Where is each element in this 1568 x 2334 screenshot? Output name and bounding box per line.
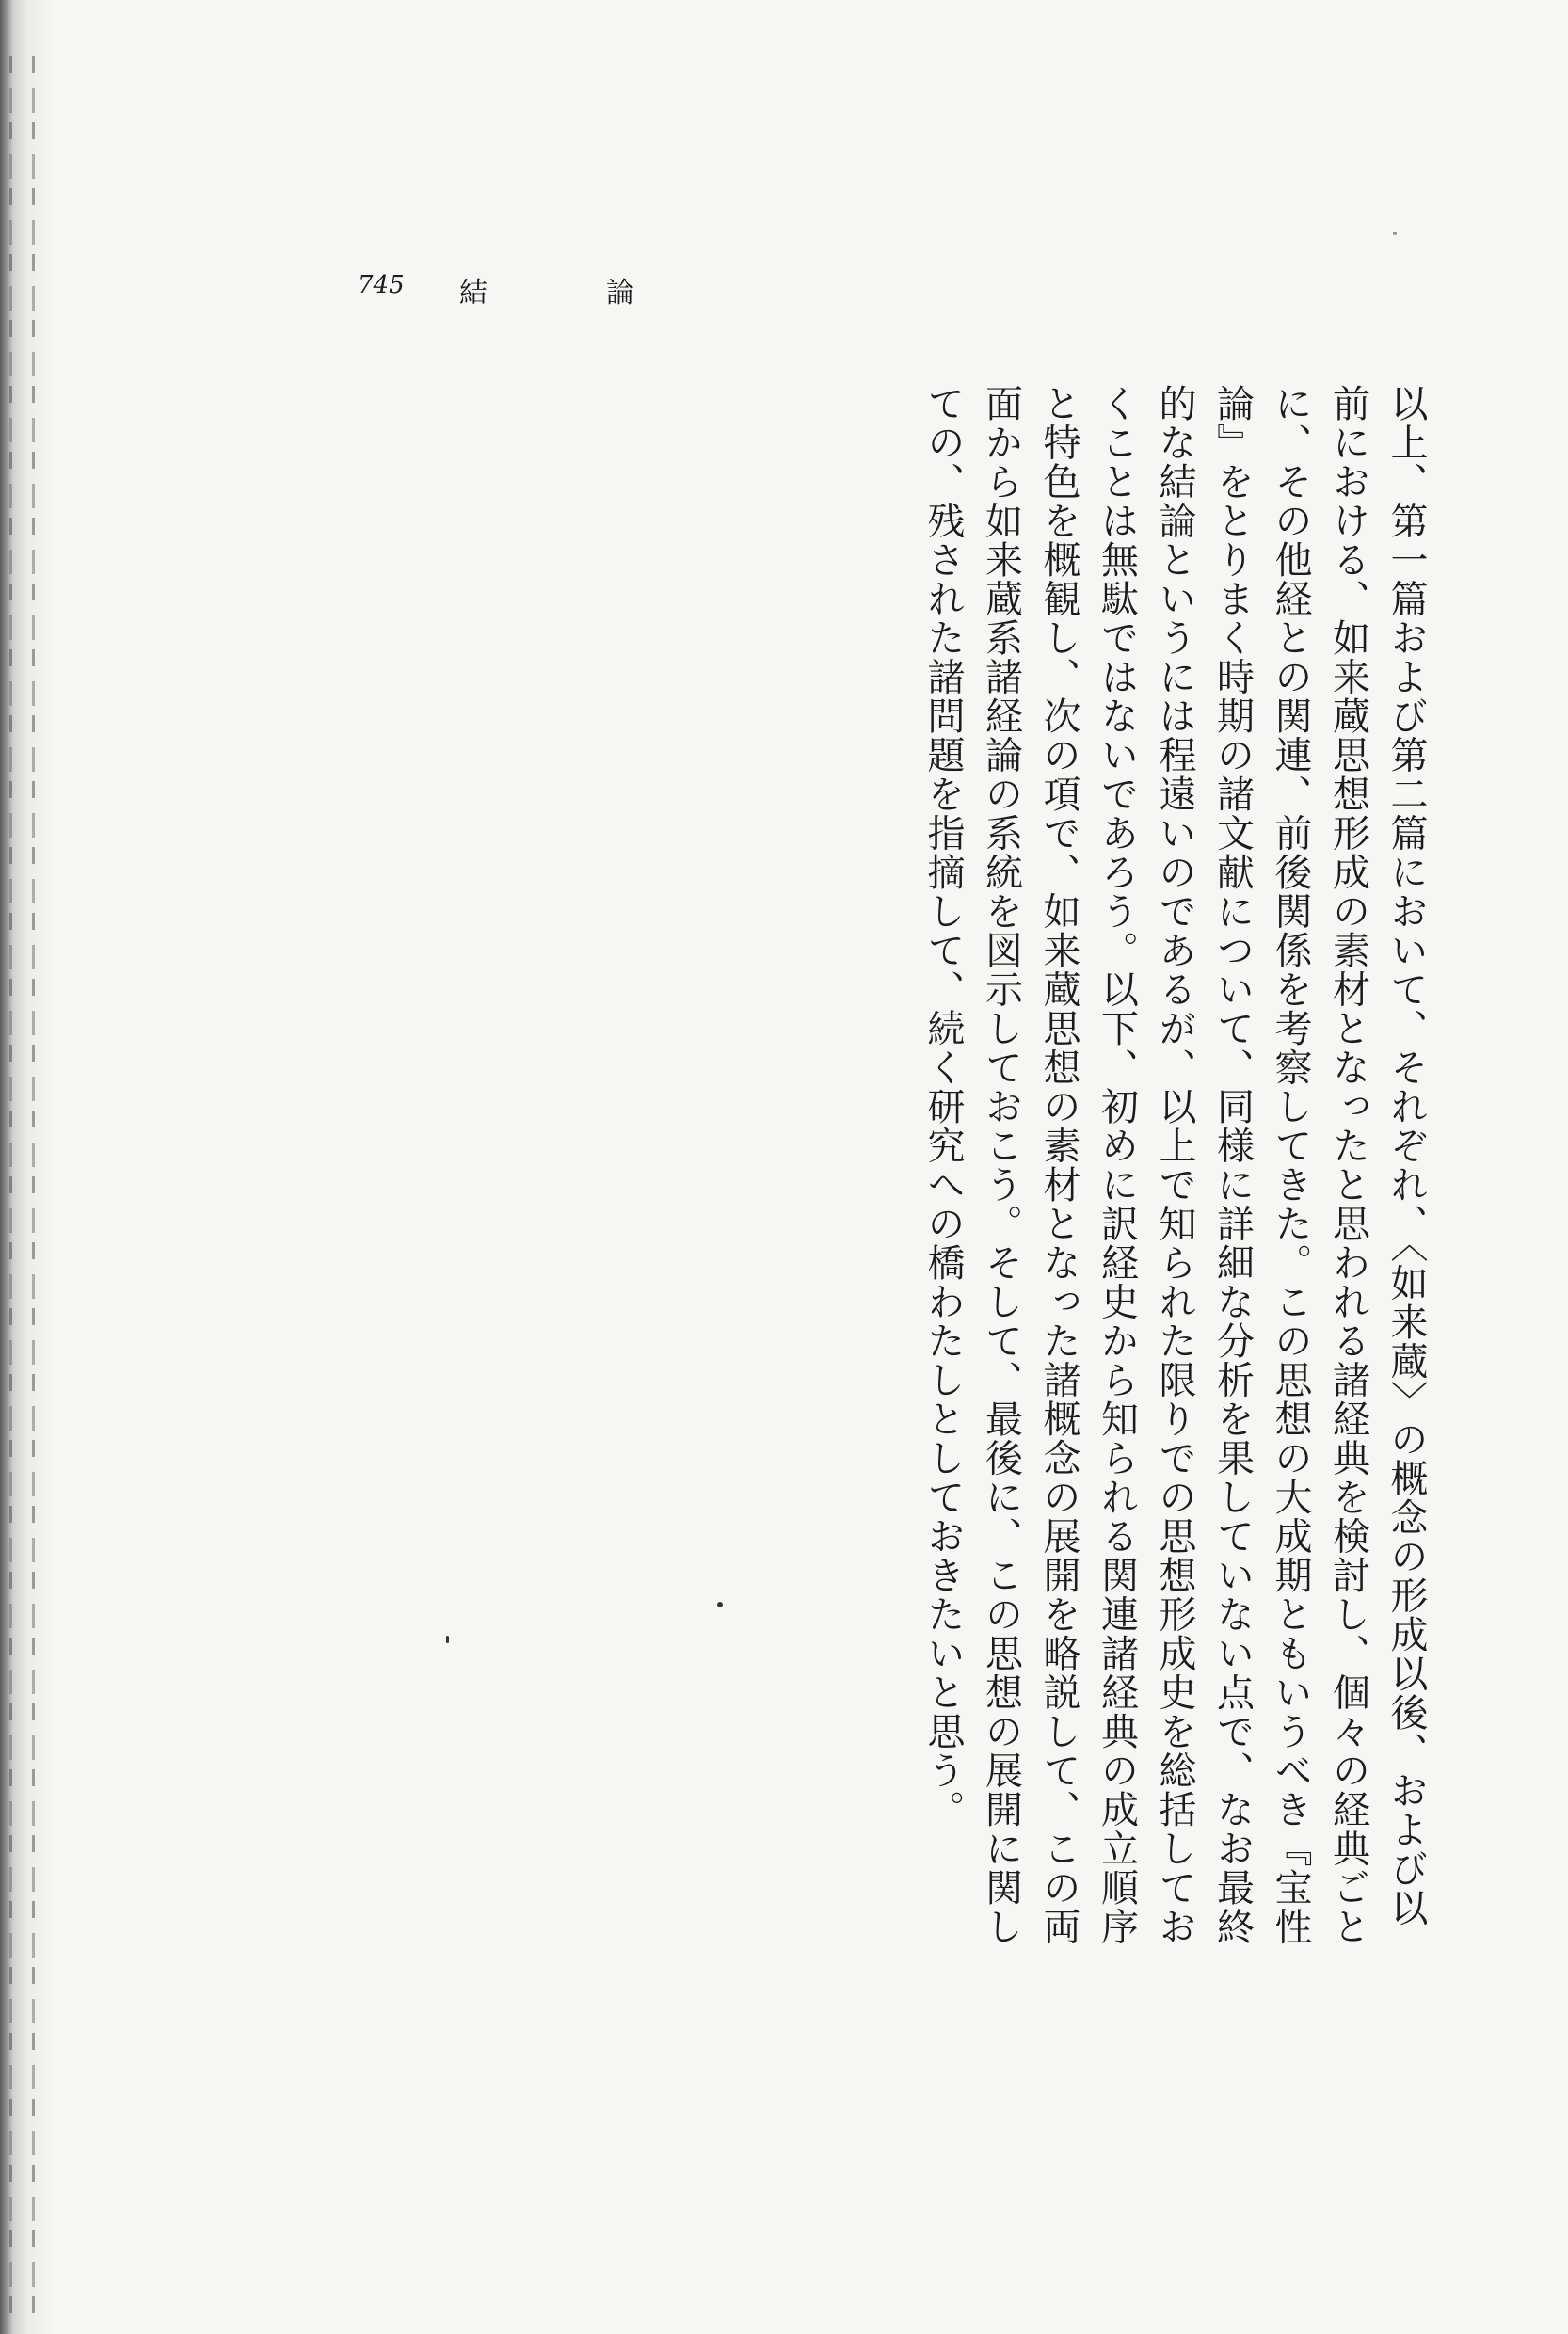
header-title: 結 論 <box>459 277 680 310</box>
binding-edge-line <box>32 56 35 2315</box>
scan-speck <box>446 1636 449 1643</box>
book-binding-gutter <box>0 0 55 2334</box>
scan-speck <box>1393 232 1397 235</box>
scan-speck <box>717 1602 723 1607</box>
page-number: 745 <box>358 271 405 299</box>
binding-edge-line <box>9 56 12 2315</box>
body-paragraph: 以上、第一篇および第二篇において、それぞれ、〈如来蔵〉の概念の形成以後、および以前における、如来蔵思想形成の素材となったと思われる諸経典を検討し、個々の経典ごとに、その他経との関連、前後関係を考察してきた。この思想の大成期ともいうべき『宝性論』をとりまく時期の諸文献について、同様に詳細な分析を果していない点で、なお最終的な結論というには程遠いのであるが、以上で知られた限りでの思想形成史を総括しておくことは無駄ではないであろう。以下、初めに訳経史から知られる関連諸経典の成立順序と特色を概観し、次の項で、如来蔵思想の素材となった諸概念の展開を略説して、この両面から如来蔵系諸経論の系統を図示しておこう。そして、最後に、この思想の展開に関しての、残された諸問題を指摘して、続く研究への橋わたしとしておきたいと思う。 <box>921 384 1428 1946</box>
